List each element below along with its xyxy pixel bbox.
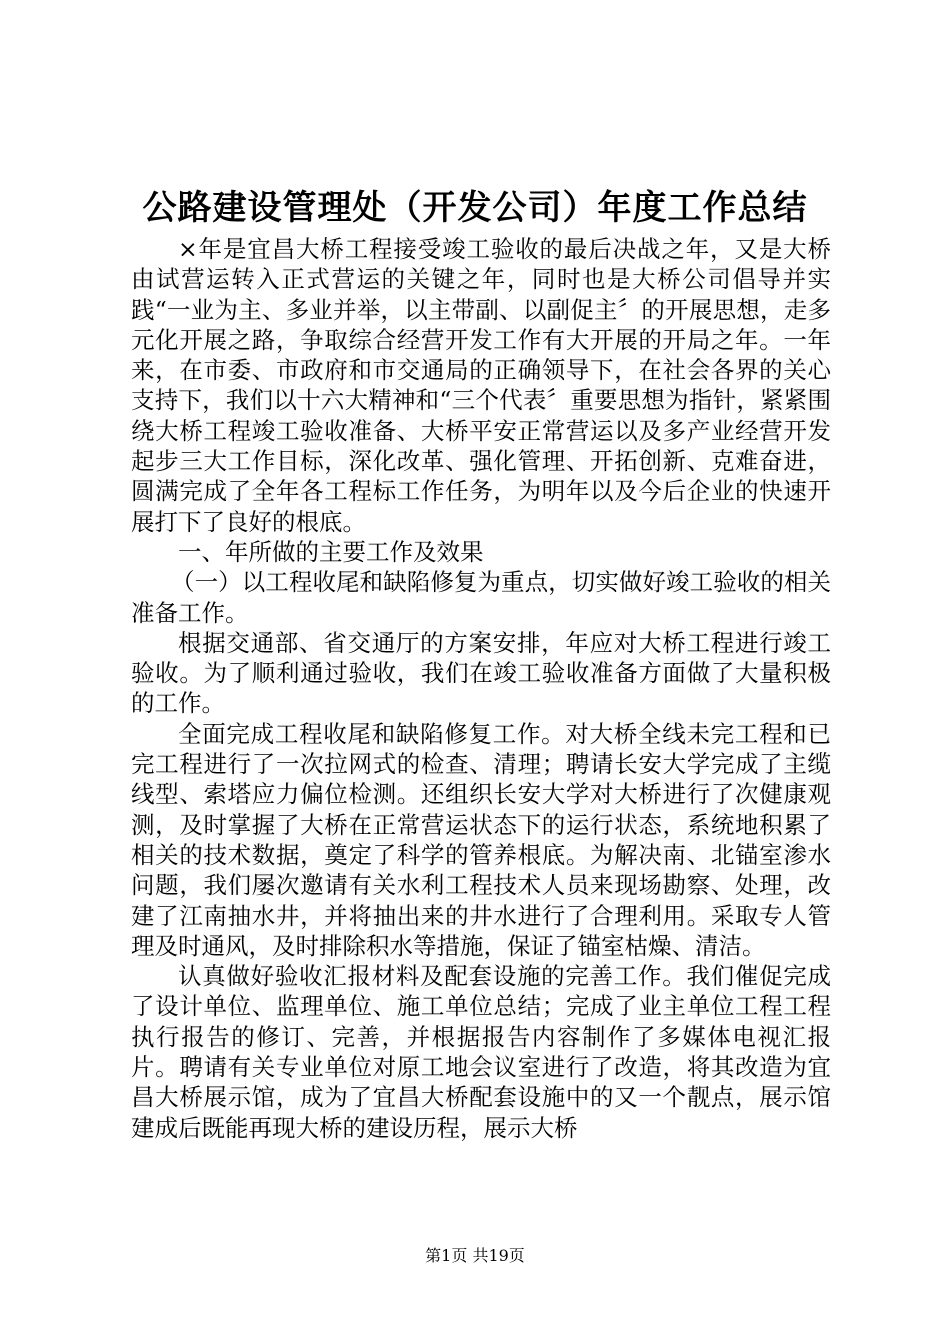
document-title: 公路建设管理处（开发公司）年度工作总结: [142, 188, 808, 228]
paragraph-report-materials: 认真做好验收汇报材料及配套设施的完善工作。我们催促完成了设计单位、监理单位、施工单位总结；完成了业主单位工程工程执行报告的修订、完善，并根据报告内容制作了多媒体电视汇报片。聘请有关专业单位对原工地会议室进行了改造，将其改造为宜昌大桥展示馆，成为了宜昌大桥配套设施中的又一个靓点，展示馆建成后既能再现大桥的建设历程，展示大桥: [131, 962, 831, 1142]
subsection-heading-1: （一）以工程收尾和缺陷修复为重点，切实做好竣工验收的相关准备工作。: [131, 568, 831, 627]
paragraph-defect-repair: 全面完成工程收尾和缺陷修复工作。对大桥全线未完工程和已完工程进行了一次拉网式的检查、清理；聘请长安大学完成了主缆线型、索塔应力偏位检测。还组织长安大学对大桥进行了次健康观测，及时掌握了大桥在正常营运状态下的运行状态，系统地积累了相关的技术数据，奠定了科学的管养根底。为解决南、北锚室渗水问题，我们屡次邀请有关水利工程技术人员来现场勘察、处理，改建了江南抽水井，并将抽出来的井水进行了合理利用。采取专人管理及时通风，及时排除积水等措施，保证了锚室枯燥、清洁。: [131, 719, 831, 960]
paragraph-acceptance-plan: 根据交通部、省交通厅的方案安排，年应对大桥工程进行竣工验收。为了顺利通过验收，我们在竣工验收准备方面做了大量积极的工作。: [131, 628, 831, 718]
section-heading-1: 一、年所做的主要工作及效果: [178, 537, 484, 566]
document-body: [131, 234, 831, 1143]
page-footer: 第1页 共19页: [425, 1246, 525, 1265]
paragraph-intro: ×年是宜昌大桥工程接受竣工验收的最后决战之年，又是大桥由试营运转入正式营运的关键之年，同时也是大桥公司倡导并实践“一业为主、多业并举，以主带副、以副促主〞的开展思想，走多元化开展之路，争取综合经营开发工作有大开展的开局之年。一年来，在市委、市政府和市交通局的正确领导下，在社会各界的关心支持下，我们以十六大精神和“三个代表〞重要思想为指针，紧紧围绕大桥工程竣工验收准备、大桥平安正常营运以及多产业经营开发起步三大工作目标，深化改革、强化管理、开拓创新、克难奋进，圆满完成了全年各工程标工作任务，为明年以及今后企业的快速开展打下了良好的根底。: [131, 235, 831, 536]
